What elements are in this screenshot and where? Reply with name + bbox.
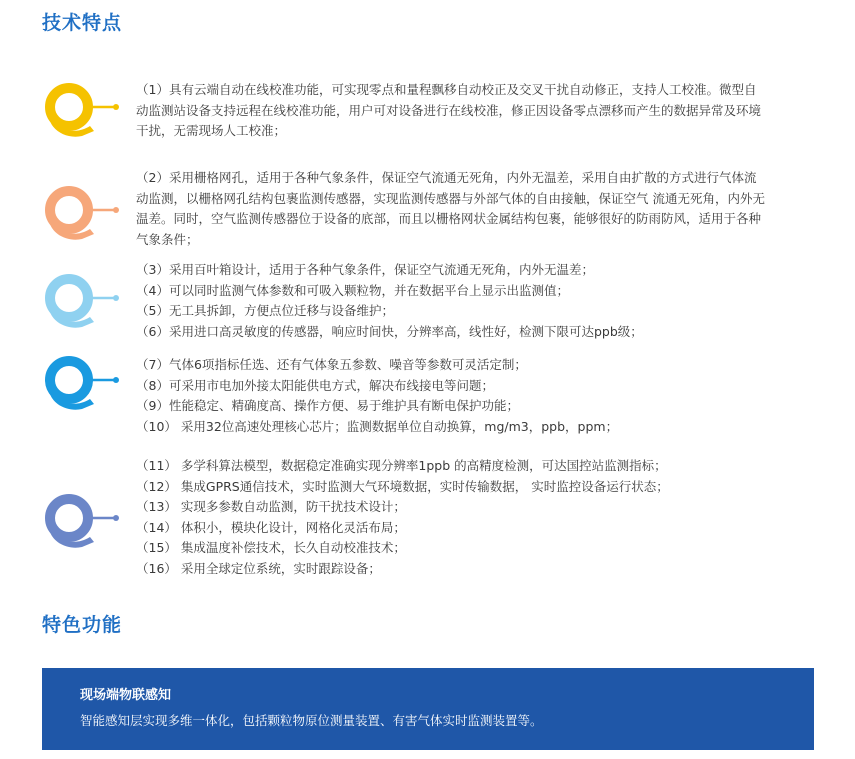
feature-line: （14） 体积小，模块化设计，网格化灵活布局； <box>136 519 406 535</box>
feature-line: （1）具有云端自动在线校准功能，可实现零点和量程飘移自动校正及交叉干扰自动修正，支持人工校准。微型自 <box>136 82 757 97</box>
feature-line: （10） 采用32位高速处理核心芯片；监测数据单位自动换算，mg/m3，ppb，ppm； <box>136 418 619 434</box>
ring-pointer-icon <box>42 350 124 412</box>
feature-block-3 <box>136 260 816 342</box>
feature-line: （2）采用栅格网孔，适用于各种气象条件，保证空气流通无死角，内外无温差，采用自由扩散的方式进行气体流 <box>136 170 757 185</box>
ring-pointer-icon <box>42 180 124 242</box>
banner-description: 智能感知层实现多维一体化，包括颗粒物原位测量装置、有害气体实时监测装置等。 <box>80 713 543 728</box>
feature-line: （16） 采用全球定位系统，实时跟踪设备； <box>136 560 381 576</box>
feature-line: （8）可采用市电加外接太阳能供电方式，解决布线接电等问题； <box>136 377 494 393</box>
feature-line: （3）采用百叶箱设计，适用于各种气象条件，保证空气流通无死角，内外无温差； <box>136 262 594 277</box>
feature-block-4 <box>136 355 816 437</box>
section-title-tech-features: 技术特点 <box>42 12 123 34</box>
section-title-special-functions: 特色功能 <box>42 614 123 636</box>
feature-line: 温差。同时，空气监测传感器位于设备的底部，而且以栅格网状金属结构包裹，能够很好的防雨防风，适用于各种 <box>136 211 762 226</box>
feature-block-5 <box>136 456 816 579</box>
feature-line: （13） 实现多参数自动监测，防干扰技术设计； <box>136 499 406 514</box>
feature-line: （5）无工具拆卸，方便点位迁移与设备维护； <box>136 303 394 318</box>
feature-line: 气象条件； <box>136 231 199 247</box>
feature-line: （15） 集成温度补偿技术，长久自动校准技术； <box>136 540 406 555</box>
ring-pointer-icon <box>42 268 124 330</box>
feature-block-1 <box>136 80 816 142</box>
feature-banner <box>42 668 814 750</box>
banner-title: 现场端物联感知 <box>80 688 172 703</box>
feature-line: （6）采用进口高灵敏度的传感器，响应时间快，分辨率高，线性好，检测下限可达ppb级； <box>136 323 643 339</box>
feature-line: （4）可以同时监测气体参数和可吸入颗粒物，并在数据平台上显示出监测值； <box>136 282 569 298</box>
feature-line: 干扰，无需现场人工校准； <box>136 123 287 138</box>
feature-line: 动监测站设备支持远程在线校准功能，用户可对设备进行在线校准，修正因设备零点漂移而产生的数据异常及环境 <box>136 102 762 118</box>
feature-line: （9）性能稳定、精确度高、操作方便、易于维护具有断电保护功能； <box>136 398 519 413</box>
ring-pointer-icon <box>42 77 124 139</box>
feature-line: 动监测，以栅格网孔结构包裹监测传感器，实现监测传感器与外部气体的自由接触，保证空气 流通无死角，内外无 <box>136 190 765 206</box>
ring-pointer-icon <box>42 488 124 550</box>
feature-line: （12） 集成GPRS通信技术，实时监测大气环境数据，实时传输数据， 实时监控设备运行状态； <box>136 478 669 494</box>
feature-block-2 <box>136 168 816 250</box>
feature-line: （7）气体6项指标任选、还有气体象五参数、噪音等参数可灵活定制； <box>136 357 527 372</box>
feature-line: （11） 多学科算法模型，数据稳定准确实现分辨率1ppb 的高精度检测，可达国控站监测指标； <box>136 458 667 473</box>
